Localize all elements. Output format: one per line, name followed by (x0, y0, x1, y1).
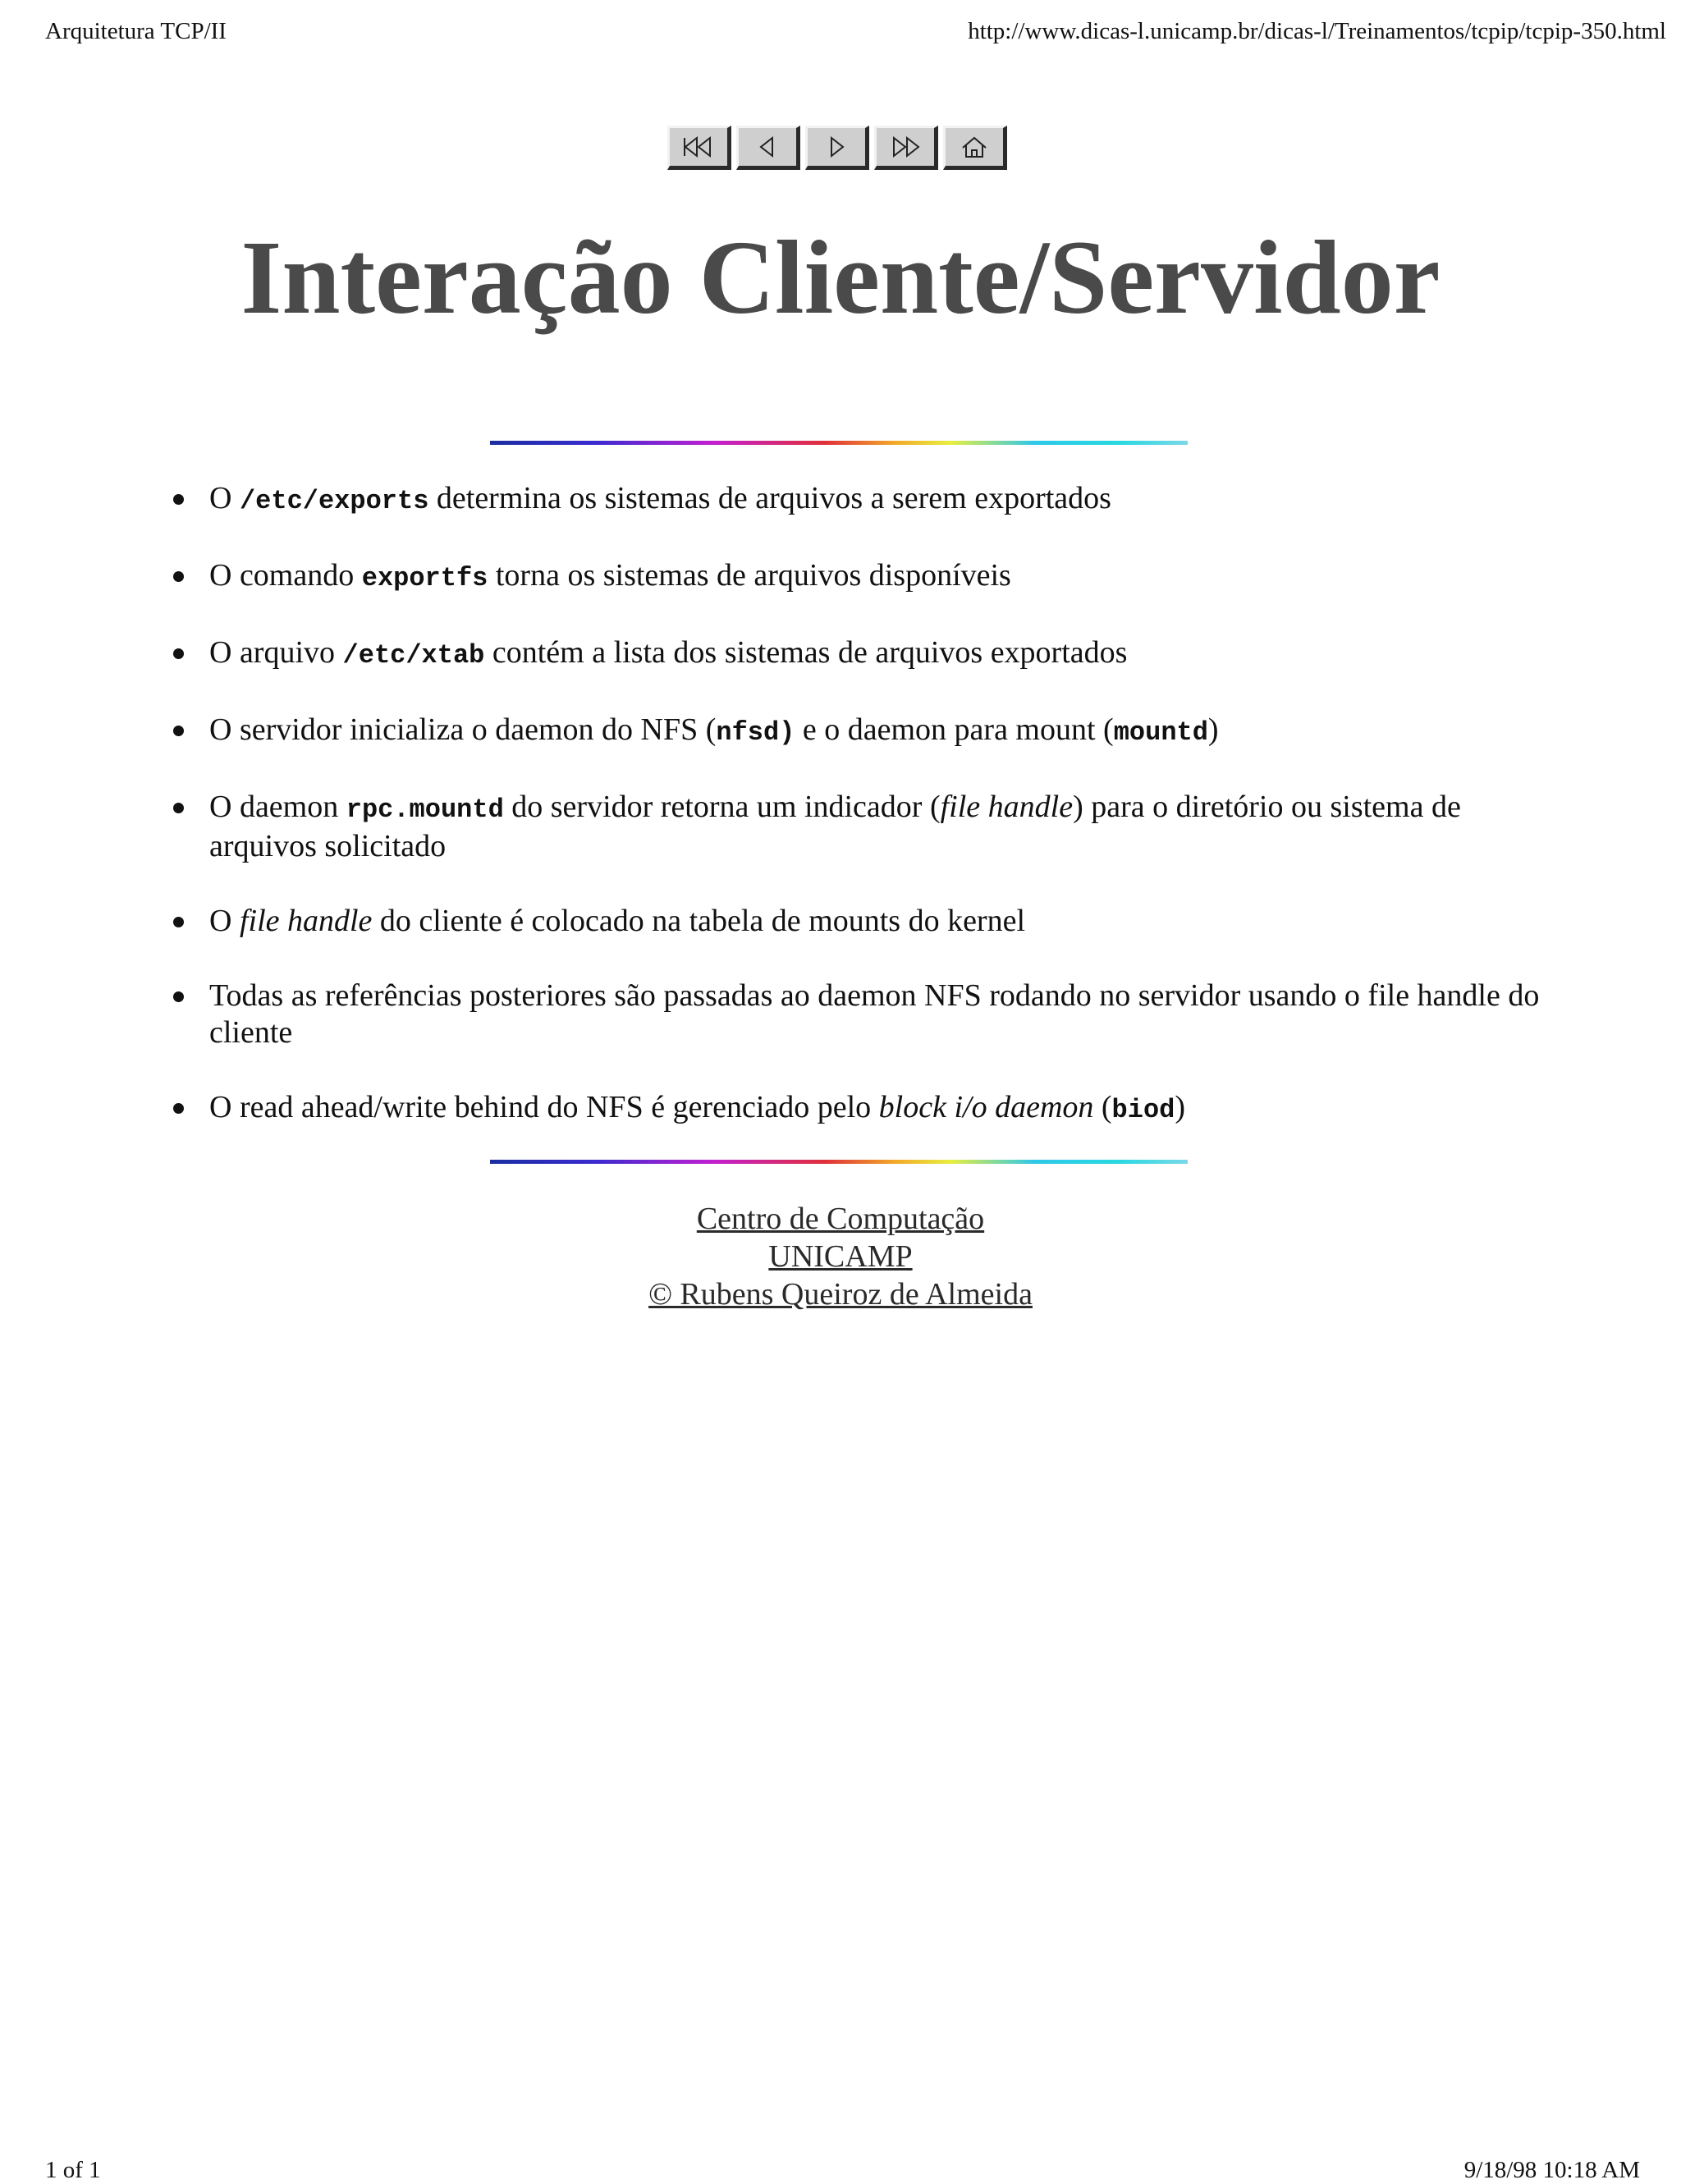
last-page-button[interactable] (874, 126, 938, 170)
bullet-text: e o daemon para mount ( (795, 712, 1114, 747)
bullet-text: ) (1207, 712, 1219, 747)
bullet-text: O daemon (209, 790, 346, 824)
bullet-item (168, 634, 1555, 674)
bullet-text: Todas as referências posteriores são passadas ao daemon NFS rodando no servidor usando o file handle do cliente (209, 978, 1540, 1050)
emphasized-term: file handle (239, 904, 373, 938)
rainbow-divider-top (490, 441, 1188, 445)
bullet-text: determina os sistemas de arquivos a serem exportados (428, 481, 1111, 515)
footer-links (0, 1200, 1681, 1313)
bullet-text: ( (1093, 1090, 1112, 1124)
bullet-text: O comando (209, 558, 362, 593)
left-triangle-icon (749, 135, 786, 159)
code-term: /etc/exports (239, 486, 429, 516)
bullet-text: do cliente é colocado na tabela de mounts do kernel (372, 904, 1026, 938)
double-left-triangle-icon (680, 135, 717, 159)
print-timestamp: 9/18/98 10:18 AM (1463, 2157, 1640, 2183)
bullet-text: O arquivo (209, 635, 343, 670)
home-button[interactable] (943, 126, 1007, 170)
bullet-text: torna os sistemas de arquivos disponíveis (488, 558, 1011, 593)
double-right-triangle-icon (887, 135, 923, 159)
print-header (45, 18, 1666, 45)
code-term: rpc.mountd (346, 794, 504, 825)
bullet-item (168, 789, 1555, 865)
code-term: nfsd) (716, 717, 795, 748)
bullet-text: O read ahead/write behind do NFS é gerenciado pelo (209, 1090, 879, 1124)
code-term: biod (1111, 1095, 1175, 1125)
page-title: Interação Cliente/Servidor (240, 219, 1441, 336)
emphasized-term: block i/o daemon (878, 1090, 1094, 1124)
author-link[interactable]: © Rubens Queiroz de Almeida (648, 1277, 1033, 1312)
bullet-item (168, 1089, 1555, 1129)
navigation-bar (667, 126, 1007, 170)
bullet-item (168, 903, 1555, 940)
first-page-button[interactable] (667, 126, 731, 170)
print-footer (45, 2157, 1640, 2184)
rainbow-divider-bottom (490, 1160, 1188, 1164)
bullet-text: ) para o diretório ou sistema de arquivos solicitado (209, 790, 1461, 863)
unicamp-link[interactable]: UNICAMP (768, 1239, 913, 1274)
bullet-item (168, 978, 1555, 1051)
bullet-item (168, 712, 1555, 751)
bullet-text: ) (1175, 1090, 1186, 1124)
print-header-url: http://www.dicas-l.unicamp.br/dicas-l/Treinamentos/tcpip/tcpip-350.html (968, 18, 1666, 44)
bullet-text: do servidor retorna um indicador ( (503, 790, 941, 824)
code-term: /etc/xtab (342, 640, 485, 671)
home-icon (956, 135, 992, 159)
page-count: 1 of 1 (45, 2157, 101, 2183)
bullet-text: O servidor inicializa o daemon do NFS ( (209, 712, 717, 747)
bullet-list (168, 480, 1555, 1166)
centro-de-computacao-link[interactable]: Centro de Computação (696, 1202, 985, 1236)
previous-page-button[interactable] (736, 126, 800, 170)
emphasized-term: file handle (940, 790, 1074, 824)
print-header-title: Arquitetura TCP/II (45, 18, 227, 44)
bullet-text: contém a lista dos sistemas de arquivos exportados (484, 635, 1128, 670)
next-page-button[interactable] (805, 126, 869, 170)
right-triangle-icon (818, 135, 854, 159)
bullet-text: O (209, 481, 240, 515)
bullet-item (168, 480, 1555, 520)
code-term: mountd (1113, 717, 1208, 748)
bullet-item (168, 557, 1555, 597)
bullet-text: O (209, 904, 240, 938)
code-term: exportfs (361, 563, 488, 593)
